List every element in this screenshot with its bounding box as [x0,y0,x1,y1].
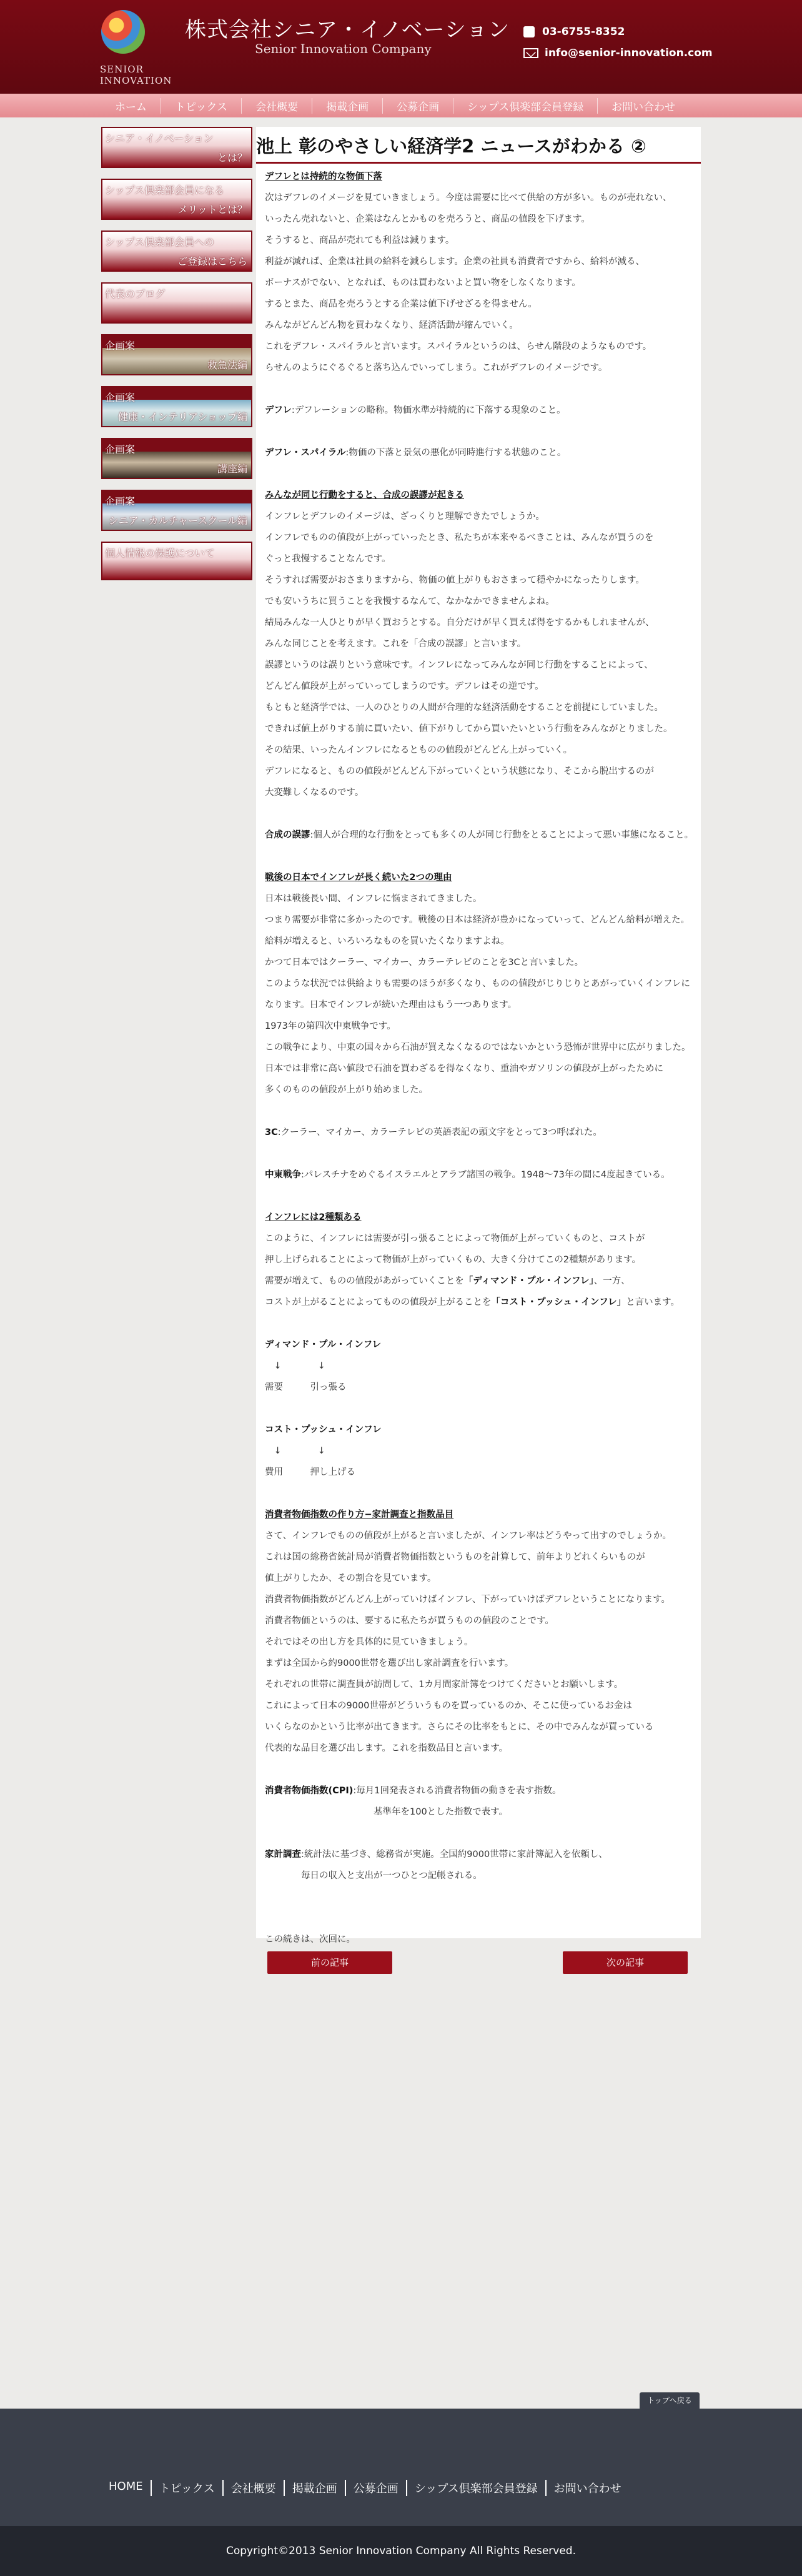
article-line: なります。日本でインフレが続いた理由はもう一つあります。 [265,1000,517,1010]
sidebar-item-plan-interior-shop[interactable]: 企画案 健康・インテリアショップ編 [101,386,252,427]
article-line: 消費者物価指数(CPI):毎月1回発表される消費者物価の動きを表す指数。 [265,1786,562,1796]
article-line: コスト・プッシュ・インフレ [265,1425,382,1435]
article-line: 費用 押し上げる [265,1467,355,1477]
nav-home[interactable]: ホーム [115,101,147,114]
prev-article-button[interactable]: 前の記事 [267,1951,392,1974]
article-line: このように、インフレには需要が引っ張ることによって物価が上がっていくものと、コストが [265,1234,645,1244]
article-line: それではその出し方を具体的に見ていきましょう。 [265,1637,473,1647]
footer-nav-company[interactable]: 会社概要 [222,2480,284,2496]
article-gap [265,379,696,400]
footer-nav-public-plans[interactable]: 公募企画 [345,2480,406,2496]
article-line: そうすると、商品が売れても利益は減ります。 [265,235,455,245]
sidebar-item-plan-lecture[interactable]: 企画案 講座編 [101,438,252,479]
nav-topics[interactable]: トピックス [161,98,241,114]
article-line: 基準年を100とした指数で表す。 [265,1807,508,1817]
article-line: ぐっと我慢することなんです。 [265,554,391,564]
footer-nav [101,2480,629,2496]
next-article-button[interactable]: 次の記事 [563,1951,688,1974]
article-gap [265,463,696,485]
article-gap [265,1143,696,1164]
article-line: 合成の誤謬:個人が合理的な行動をとっても多くの人が同じ行動をとることによって悪い事態になること。 [265,830,694,840]
article-line: この戦争により、中東の国々から石油が買えなくなるのではないかという恐怖が世界中に広がりました。 [265,1043,691,1053]
article-line: 大変難しくなるのです。 [265,788,364,798]
email-address[interactable]: info@senior-innovation.com [545,47,713,59]
article-title: 池上 彰のやさしい経済学2 ニュースがわかる ② [256,132,701,164]
article-line: デフレ・スパイラル:物価の下落と景気の悪化が同時進行する状態のこと。 [265,448,567,458]
sidebar-item-blog[interactable]: 代表のブログ [101,282,252,324]
sidebar-item-about[interactable]: シニア・イノベーション とは？ [101,127,252,168]
article-line: 需要 引っ張る [265,1382,347,1392]
footer [0,2409,802,2526]
logo-text [100,64,172,86]
logo-icon[interactable] [101,10,145,54]
article-line: 1973年の第四次中東戦争です。 [265,1021,396,1031]
article-line: 押し上げられることによって物価が上がっていくもの、大きく分けてこの2種類があります。 [265,1255,641,1265]
article-gap [265,1101,696,1122]
article-line: 中東戦争:パレスチナをめぐるイスラエルとアラブ諸国の戦争。1948〜73年の間に4度起きている。 [265,1170,670,1180]
article-line: インフレには2種類ある [265,1212,362,1222]
article-line: ↓ ↓ [265,1446,325,1456]
article-line: いくらなのかという比率が出てきます。さらにその比率をもとに、その中でみんなが買っている [265,1722,654,1732]
article-line: 消費者物価指数の作り方−家計調査と指数品目 [265,1510,454,1520]
article-line: 多くのものの値段が上がり始めました。 [265,1085,428,1095]
article-gap [265,1823,696,1844]
sidebar-item-privacy[interactable]: 個人情報の保護について [101,542,252,580]
article-line: 家計調査:統計法に基づき、総務省が実施。全国約9000世帯に家計簿記入を依頼し、 [265,1850,608,1860]
article-line: デフレになると、ものの値段がどんどん下がっていくという状態になり、そこから脱出するのが [265,766,654,776]
footer-nav-topics[interactable]: トピックス [151,2480,222,2496]
article-line: みんなが同じ行動をすると、合成の誤謬が起きる [265,490,464,500]
article-line: ↓ ↓ [265,1361,325,1371]
article-line: 消費者物価指数がどんどん上がっていけばインフレ、下がっていけばデフレということになります。 [265,1595,671,1605]
article-line: 毎日の収入と支出が一つひとつ記帳される。 [265,1871,482,1881]
logo-text-line2: INNOVATION [100,75,172,86]
sidebar-item-plan-culture-school[interactable]: 企画案 シニア・カルチャースクール編 [101,490,252,531]
article-line: もともと経済学では、一人のひとりの人間が合理的な経済活動をすることを前提にしていました。 [265,703,663,713]
article-line: どんどん値段が上がっていってしまうのです。デフレはその逆です。 [265,681,544,691]
article-line: 戦後の日本でインフレが長く続いた2つの理由 [265,873,452,883]
company-name-jp: 株式会社シニア・イノベーション [185,17,510,42]
article-line: それぞれの世帯に調査員が訪問して、1カ月間家計簿をつけてくださいとお願いします。 [265,1680,623,1690]
article-line: 利益が減れば、企業は社員の給料を減らします。企業の社員も消費者ですから、給料が減る、 [265,257,645,267]
contact-info [523,21,713,64]
article-gap [265,1759,696,1780]
article-line: これによって日本の9000世帯がどういうものを買っているのか、そこに使っているお金は [265,1701,632,1711]
article-gap [265,1398,696,1419]
article-line: みんな同じことを考えます。これを「合成の誤謬」と言います。 [265,639,527,649]
article-gap [265,1186,696,1207]
footer-nav-contact[interactable]: お問い合わせ [545,2480,629,2496]
article-line: 給料が増えると、いろいろなものを買いたくなりますよね。 [265,936,510,946]
article-line: 3C:クーラー、マイカー、カラーテレビの英語表記の頭文字をとって3つ呼ばれた。 [265,1127,602,1137]
article-line: するとまた、商品を売ろうとする企業は値下げせざるを得ません。 [265,299,537,309]
article-line: インフレでものの値段が上がっていったとき、私たちが本来やるべきことは、みんなが買うのを [265,533,654,543]
article-line: ディマンド・プル・インフレ [265,1340,382,1350]
article-gap [265,846,696,867]
article-gap [265,1886,696,1908]
article-gap [265,1313,696,1334]
sidebar-item-member-register[interactable]: シップス倶楽部会員への ご登録はこちら [101,230,252,272]
article-line: つまり需要が非常に多かったのです。戦後の日本は経済が豊かになっていって、どんどん給料が増えた。 [265,915,690,925]
article-line: でも安いうちに買うことを我慢するなんて、なかなかできませんよね。 [265,597,555,607]
nav-contact[interactable]: お問い合わせ [597,98,689,114]
footer-nav-plans[interactable]: 掲載企画 [284,2480,345,2496]
article-line: 代表的な品目を選び出します。これを指数品目と言います。 [265,1743,508,1753]
phone-number: 03-6755-8352 [542,26,625,38]
logo-text-line1: SENIOR [100,64,144,75]
article-line: デフレ:デフレーションの略称。物価水準が持続的に下落する現象のこと。 [265,405,566,415]
article-line: できれば値上がりする前に買いたい、値下がりしてから買いたいという行動をみんながとりました。 [265,724,673,734]
article-line: 値上がりしたか、その割合を見ています。 [265,1573,437,1583]
article-line: これをデフレ・スパイラルと言います。スパイラルというのは、らせん階段のようなものです。 [265,342,652,352]
company-name-en: Senior Innovation Company [255,41,432,56]
article-line: ボーナスがでない、となれば、ものは買わないよと買い物をしなくなります。 [265,278,581,288]
article-line: インフレとデフレのイメージは、ざっくりと理解できたでしょうか。 [265,512,545,522]
article-line: そうすれば需要がおさまりますから、物価の値上がりもおさまって穏やかになったりします。 [265,575,645,585]
nav-member-registration[interactable]: シップス倶楽部会員登録 [453,98,597,114]
article-line: 日本では非常に高い値段で石油を買わざるを得なくなり、重油やガソリンの値段が上がったために [265,1064,663,1074]
article-line: この続きは、次回に。 [265,1934,355,1944]
article-line: いったん売れないと、企業はなんとかものを売ろうと、商品の値段を下げます。 [265,214,590,224]
article-line: らせんのようにぐるぐると落ち込んでいってしまう。これがデフレのイメージです。 [265,363,608,373]
article-line: 需要が増えて、ものの値段があがっていくことを「ディマンド・プル・インフレ」、一方、 [265,1276,630,1286]
footer-nav-home[interactable]: HOME [109,2480,143,2493]
article-line: まずは全国から約9000世帯を選び出し家計調査を行います。 [265,1658,514,1668]
article-gap [265,421,696,442]
copyright: Copyright©2013 Senior Innovation Company All Rights Reserved. [0,2526,802,2576]
article-line: かつて日本ではクーラー、マイカー、カラーテレビのことを3Cと言いました。 [265,958,584,968]
article-line: 次はデフレのイメージを見ていきましょう。今度は需要に比べて供給の方が多い。ものが売れない、 [265,193,672,203]
article-line: みんながどんどん物を買わなくなり、経済活動が縮んでいく。 [265,320,518,330]
article-line: コストが上がることによってものの値段が上がることを「コスト・プッシュ・インフレ」と言います。 [265,1297,680,1307]
article-gap [265,1908,696,1929]
article-body [265,166,696,1950]
article-gap [265,803,696,825]
article-line: デフレとは持続的な物価下落 [265,172,382,182]
article-line: 結局みんな一人ひとりが早く買おうとする。自分だけが早く買えば得をするかもしれませんが、 [265,618,655,628]
sidebar-item-member-merit[interactable]: シップス倶楽部会員になる メリットとは？ [101,179,252,220]
main-nav [101,94,689,117]
nav-public-plans[interactable]: 公募企画 [382,98,453,114]
nav-plans[interactable]: 掲載企画 [312,98,382,114]
article-line: これは国の総務省統計局が消費者物価指数というものを計算して、前年よりどれくらいものが [265,1552,645,1562]
article-line: このような状況では供給よりも需要のほうが多くなり、ものの値段がじりじりとあがっていくインフレに [265,979,690,989]
back-to-top-button[interactable]: トップへ戻る [640,2392,700,2409]
article-gap [265,1483,696,1504]
phone-icon [523,26,535,37]
sidebar [101,127,252,591]
site-header [0,0,802,94]
article-line: 消費者物価というのは、要するに私たちが買うものの値段のことです。 [265,1616,554,1626]
sidebar-item-plan-first-aid[interactable]: 企画案 救急法編 [101,334,252,375]
footer-nav-member-registration[interactable]: シップス倶楽部会員登録 [406,2480,545,2496]
article-line: さて、インフレでものの値段が上がると言いましたが、インフレ率はどうやって出すのでしょうか。 [265,1531,672,1541]
article-line: 誤謬というのは誤りという意味です。インフレになってみんなが同じ行動をすることによって、 [265,660,653,670]
nav-company[interactable]: 会社概要 [241,98,312,114]
mail-icon [523,48,538,58]
article-line: その結果、いったんインフレになるとものの値段がどんどん上がっていく。 [265,745,573,755]
article-line: 日本は戦後長い間、インフレに悩まされてきました。 [265,894,482,904]
